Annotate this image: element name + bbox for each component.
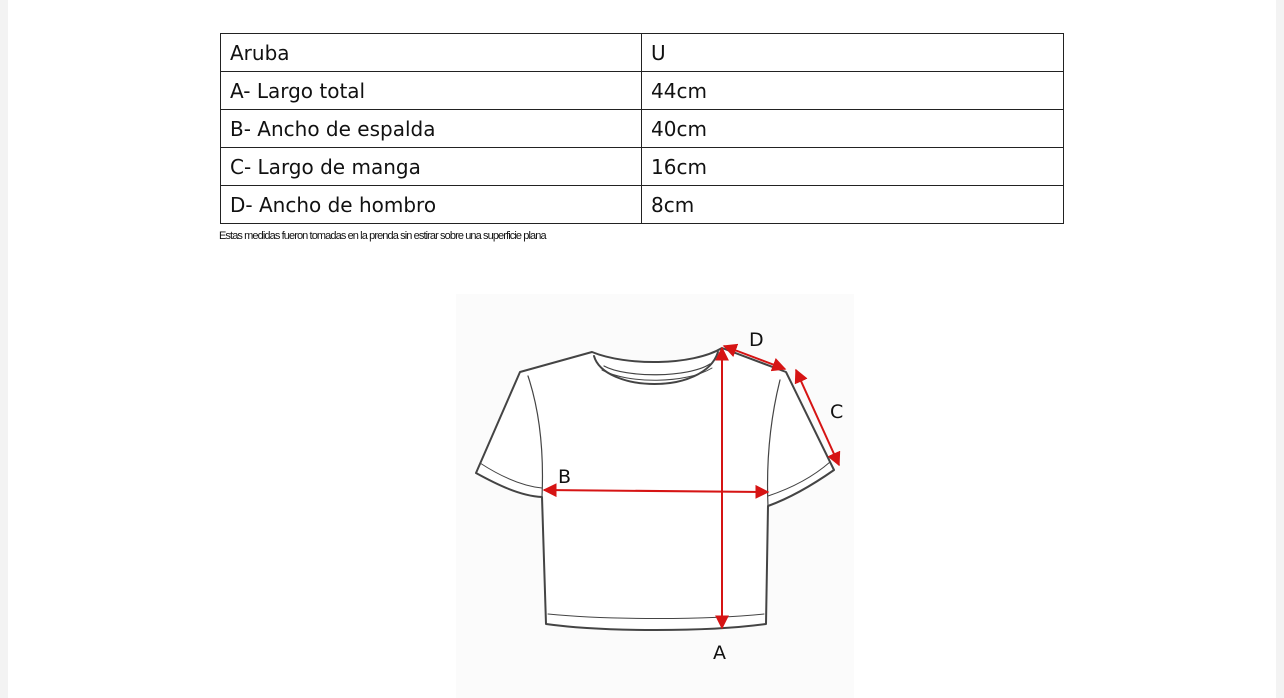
size-cell: U <box>642 34 1064 72</box>
label-b: B <box>558 466 572 488</box>
measure-value-cell: 16cm <box>642 148 1064 186</box>
measure-label-cell: B- Ancho de espalda <box>221 110 642 148</box>
measure-label-cell: D- Ancho de hombro <box>221 186 642 224</box>
tshirt-measurement-diagram <box>8 0 1276 698</box>
label-c: C <box>830 401 844 423</box>
tshirt-outline <box>476 348 834 630</box>
measure-value-cell: 8cm <box>642 186 1064 224</box>
measurement-note: Estas medidas fueron tomadas en la prenda sin estirar sobre una superficie plana <box>219 230 546 242</box>
label-d: D <box>749 329 764 351</box>
measure-value-cell: 40cm <box>642 110 1064 148</box>
product-name-cell: Aruba <box>221 34 642 72</box>
document-page <box>8 0 1276 698</box>
label-a: A <box>713 642 726 664</box>
measure-label-cell: C- Largo de manga <box>221 148 642 186</box>
measure-value-cell: 44cm <box>642 72 1064 110</box>
measure-label-cell: A- Largo total <box>221 72 642 110</box>
